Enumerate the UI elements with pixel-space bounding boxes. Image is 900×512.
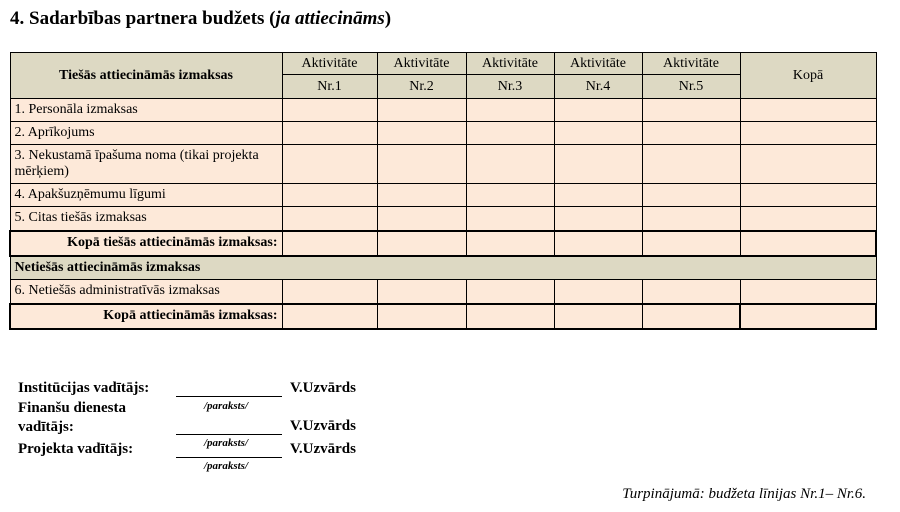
value-cell [466, 231, 554, 256]
value-cell [466, 145, 554, 184]
value-cell [642, 280, 740, 304]
table-row [10, 280, 876, 304]
table-row [10, 122, 876, 145]
project-signature-line [176, 457, 282, 458]
finance-head-name: V.Uzvārds [290, 418, 356, 434]
value-cell [282, 99, 377, 122]
total-cell [740, 99, 876, 122]
row-label: 3. Nekustamā īpašuma noma (tikai projekta mērķiem) [10, 145, 282, 184]
value-cell [377, 207, 466, 231]
value-cell [554, 99, 642, 122]
activity-label: Aktivitāte [377, 53, 466, 75]
total-cell [740, 145, 876, 184]
budget-table [9, 52, 877, 330]
grand-total-label: Kopā attiecināmās izmaksas: [10, 304, 282, 329]
table-row [10, 184, 876, 207]
total-cell [740, 184, 876, 207]
value-cell [377, 231, 466, 256]
row-label: 5. Citas tiešās izmaksas [10, 207, 282, 231]
value-cell [282, 280, 377, 304]
project-head-label: Projekta vadītājs: [18, 441, 134, 457]
institution-head-label: Institūcijas vadītājs: [18, 380, 150, 396]
value-cell [642, 99, 740, 122]
activity-number-1: Nr.1 [282, 75, 377, 99]
value-cell [377, 122, 466, 145]
row-label: 2. Aprīkojums [10, 122, 282, 145]
finance-signature-line [176, 434, 282, 435]
total-cell [740, 304, 876, 329]
finance-head-label-line1: Finanšu dienesta [18, 400, 126, 416]
value-cell [377, 280, 466, 304]
activity-label: Aktivitāte [554, 53, 642, 75]
value-cell [466, 207, 554, 231]
continuation-note: Turpinājumā: budžeta līnijas Nr.1– Nr.6. [622, 486, 866, 502]
direct-costs-header: Tiešās attiecināmās izmaksas [10, 53, 282, 99]
value-cell [282, 122, 377, 145]
value-cell [554, 184, 642, 207]
value-cell [642, 145, 740, 184]
value-cell [466, 304, 554, 329]
value-cell [377, 184, 466, 207]
value-cell [282, 145, 377, 184]
table-row [10, 99, 876, 122]
finance-head-label-line2: vadītājs: [18, 419, 74, 435]
value-cell [466, 280, 554, 304]
activity-number-3: Nr.3 [466, 75, 554, 99]
total-cell [740, 207, 876, 231]
row-label: 6. Netiešās administratīvās izmaksas [10, 280, 282, 304]
activity-label: Aktivitāte [466, 53, 554, 75]
value-cell [377, 304, 466, 329]
value-cell [554, 207, 642, 231]
value-cell [554, 145, 642, 184]
total-cell [740, 231, 876, 256]
finance-signature-caption: /paraksts/ [204, 437, 249, 449]
table-row [10, 207, 876, 231]
value-cell [377, 99, 466, 122]
direct-total-row [10, 231, 876, 256]
project-head-name: V.Uzvārds [290, 441, 356, 457]
value-cell [282, 304, 377, 329]
value-cell [642, 184, 740, 207]
row-label: 1. Personāla izmaksas [10, 99, 282, 122]
grand-total-row [10, 304, 876, 329]
activity-number-2: Nr.2 [377, 75, 466, 99]
activity-label: Aktivitāte [642, 53, 740, 75]
table-row [10, 145, 876, 184]
indirect-costs-header: Netiešās attiecināmās izmaksas [10, 256, 876, 280]
page-title: 4. Sadarbības partnera budžets (ja attiecināms) [10, 8, 392, 29]
value-cell [642, 207, 740, 231]
institution-signature-line [176, 396, 282, 397]
total-cell [740, 280, 876, 304]
value-cell [377, 145, 466, 184]
value-cell [466, 184, 554, 207]
row-label: 4. Apakšuzņēmumu līgumi [10, 184, 282, 207]
value-cell [466, 122, 554, 145]
direct-total-label: Kopā tiešās attiecināmās izmaksas: [10, 231, 282, 256]
total-cell [740, 122, 876, 145]
value-cell [642, 304, 740, 329]
value-cell [282, 231, 377, 256]
total-header: Kopā [740, 53, 876, 99]
value-cell [466, 99, 554, 122]
value-cell [554, 304, 642, 329]
value-cell [554, 122, 642, 145]
project-signature-caption: /paraksts/ [204, 460, 249, 472]
institution-head-name: V.Uzvārds [290, 380, 356, 396]
institution-signature-caption: /paraksts/ [204, 400, 249, 412]
value-cell [282, 207, 377, 231]
value-cell [642, 122, 740, 145]
value-cell [554, 231, 642, 256]
activity-number-5: Nr.5 [642, 75, 740, 99]
value-cell [554, 280, 642, 304]
value-cell [642, 231, 740, 256]
activity-number-4: Nr.4 [554, 75, 642, 99]
value-cell [282, 184, 377, 207]
activity-label: Aktivitāte [282, 53, 377, 75]
